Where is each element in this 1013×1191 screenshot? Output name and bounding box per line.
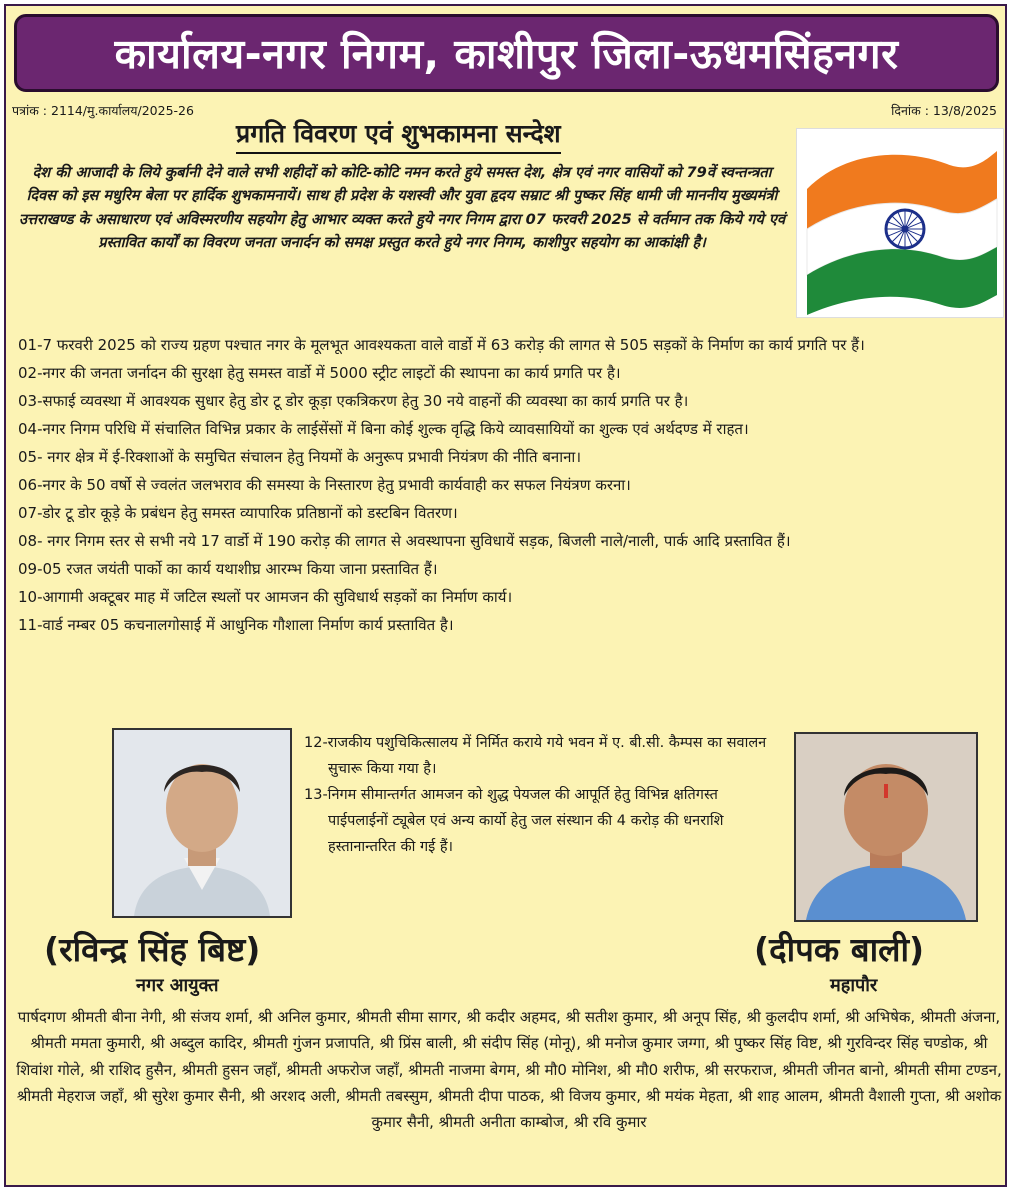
letter-number: पत्रांक : 2114/मु.कार्यालय/2025-26 <box>12 103 194 118</box>
commissioner-name: (रविन्द्र सिंह बिष्ट) <box>44 930 261 969</box>
list-item: 11-वार्ड नम्बर 05 कचनालगोसाई में आधुनिक गौशाला निर्माण कार्य प्रस्तावित है। <box>18 616 454 634</box>
councillors-list: पार्षदगण श्रीमती बीना नेगी, श्री संजय शर्मा, श्री अनिल कुमार, श्रीमती सीमा सागर, श्री कदीर अहमद, श्री सतीश कुमार, श्री अनूप सिंह, श्री कुलदीप शर्मा, श्री अभिषेक, श्रीमती अंजना, श्रीमती ममता कुमारी, श्री अब्दुल कादिर, श्रीमती गुंजन प्रजापति, श्री प्रिंस बाली, श्री संदीप सिंह (मोनू), श्री मनोज कुमार जग्गा, श्री पुष्कर सिंह विष्ट, श्री गुरविन्दर सिंह चण्डोक, श्री शिवांश गोले, श्री राशिद हुसैन, श्रीमती हुसन जहाँ, श्रीमती अफरोज जहाँ, श्रीमती नाजमा बेगम, श्री मौ0 मोनिश, श्री मौ0 शरीफ, श्री सरफराज, श्रीमती जीनत बानो, श्रीमती सीमा टण्डन, श्रीमती मेहराज जहाँ, श्री सुरेश कुमार सैनी, श्री अरशद अली, श्रीमती तबस्सुम, श्रीमती दीपा पाठक, श्री विजय कुमार, श्री मयंक मेहता, श्री शाह आलम, श्रीमती वैशाली गुप्ता, श्री अशोक कुमार सैनी, श्रीमती अनीता काम्बोज, श्री रवि कुमार <box>16 1008 1002 1132</box>
list-item: 13-निगम सीमान्तर्गत आमजन को शुद्ध पेयजल की आपूर्ति हेतु विभिन्न क्षतिगस्त पाईपलाईनों ट्यूबेल एवं अन्य कार्यो हेतु जल संस्थान की 4 करोड़ की धनराशि हस्तानान्तरित की गई हैं। <box>304 787 724 855</box>
notice-subtitle: प्रगति विवरण एवं शुभकामना सन्देश <box>236 116 561 154</box>
mayor-photo-icon <box>794 732 978 922</box>
commissioner-role: नगर आयुक्त <box>136 975 219 996</box>
list-item: 12-राजकीय पशुचिकित्सालय में निर्मित कराये गये भवन में ए. बी.सी. कैम्पस का सवालन सुचारू किया गया है। <box>304 735 767 777</box>
title-banner <box>14 14 999 92</box>
list-item: 06-नगर के 50 वर्षो से ज्वलंत जलभराव की समस्या के निस्तारण हेतु प्रभावी कार्यवाही कर सफल नियंत्रण करना। <box>18 476 631 494</box>
mayor-role: महापौर <box>830 975 878 996</box>
intro-paragraph: देश की आजादी के लिये कुर्बानी देने वाले सभी शहीदों को कोटि-कोटि नमन करते हुये समस्त देश, क्षेत्र एवं नगर वासियों को 79वें स्वन्तन्त्रता दिवस को इस मधुरिम बेला पर हार्दिक शुभकामनायें। साथ ही प्रदेश के यशस्वी और युवा हृदय सम्राट श्री पुष्कर सिंह धामी जी माननीय मुख्यमंत्री उत्तराखण्ड के असाधारण एवं अविस्मरणीय सहयोग हेतु आभार व्यक्त करते हुये नगर निगम द्वारा 07 फरवरी 2025 से वर्तमान तक किये गये एवं प्रस्तावित कार्यों का विवरण जनता जनार्दन को समक्ष प्रस्तुत करते हुये नगर निगम, काशीपुर सहयोग का आकांक्षी है। <box>18 164 786 252</box>
list-item: 10-आगामी अक्टूबर माह में जटिल स्थलों पर आमजन की सुविधार्थ सड़कों का निर्माण कार्य। <box>18 588 513 606</box>
list-item: 04-नगर निगम परिधि में संचालित विभिन्न प्रकार के लाईसेंसों में बिना कोई शुल्क वृद्धि किये व्यावसायियों का शुल्क एवं अर्थदण्ड में राहत। <box>18 420 749 438</box>
list-item: 02-नगर की जनता जर्नादन की सुरक्षा हेतु समस्त वार्डो में 5000 स्ट्रीट लाइटों की स्थापना का कार्य प्रगति पर है। <box>18 364 621 382</box>
progress-list-middle <box>304 730 774 860</box>
mayor-name: (दीपक बाली) <box>754 930 925 969</box>
notice-page <box>4 4 1007 1187</box>
list-item: 08- नगर निगम स्तर से सभी नये 17 वार्डो में 190 करोड़ की लागत से अवस्थापना सुविधायें सड़क, बिजली नाले/नाली, पार्क आदि प्रस्तावित हैं। <box>18 532 791 550</box>
list-item: 09-05 रजत जयंती पार्को का कार्य यथाशीघ्र आरम्भ किया जाना प्रस्तावित हैं। <box>18 560 438 578</box>
list-item: 05- नगर क्षेत्र में ई-रिक्शाओं के समुचित संचालन हेतु नियमों के अनुरूप प्रभावी नियंत्रण की नीति बनाना। <box>18 448 581 466</box>
office-title: कार्यालय-नगर निगम, काशीपुर जिला-ऊधमसिंहनगर <box>114 30 899 78</box>
indian-flag-icon <box>796 128 1004 318</box>
letter-date: दिनांक : 13/8/2025 <box>891 103 997 118</box>
progress-list <box>18 332 1003 640</box>
list-item: 03-सफाई व्यवस्था में आवश्यक सुधार हेतु डोर टू डोर कूड़ा एकत्रिकरण हेतु 30 नये वाहनों की व्यवस्था का कार्य प्रगति पर है। <box>18 392 689 410</box>
list-item: 07-डोर टू डोर कूड़े के प्रबंधन हेतु समस्त व्यापारिक प्रतिष्ठानों को डस्टबिन वितरण। <box>18 504 458 522</box>
commissioner-photo-icon <box>112 728 292 918</box>
list-item: 01-7 फरवरी 2025 को राज्य ग्रहण पश्चात नगर के मूलभूत आवश्यकता वाले वार्डो में 63 करोड़ की लागत से 505 सड़कों के निर्माण का कार्य प्रगति पर हैं। <box>18 336 865 354</box>
